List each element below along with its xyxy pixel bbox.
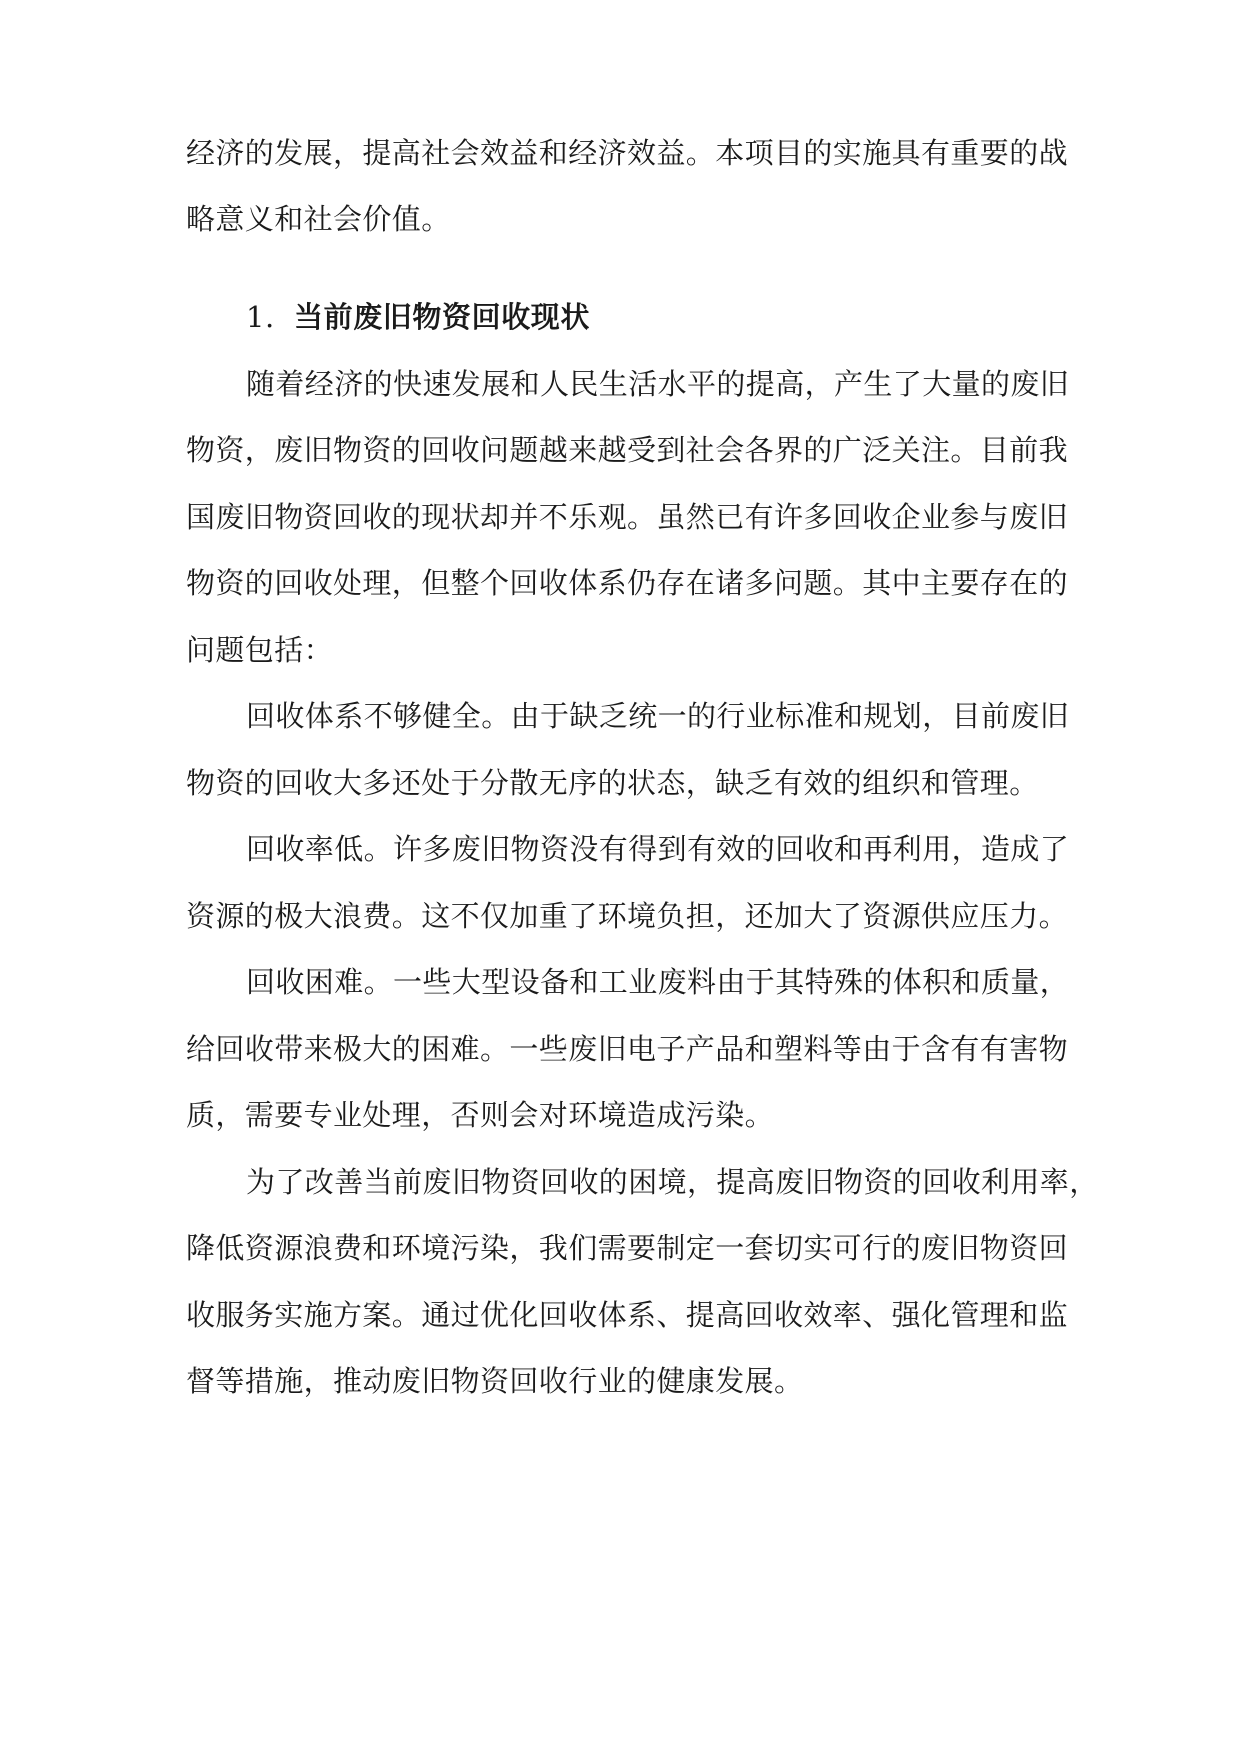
paragraph-1-line-4: 物资的回收处理，但整个回收体系仍存在诸多问题。其中主要存在的: [186, 566, 1069, 600]
section-heading: [246, 297, 1116, 337]
section-title: 当前废旧物资回收现状: [294, 300, 591, 334]
intro-line-2: 略意义和社会价值。: [186, 202, 451, 236]
paragraph-1-line-1: 随着经济的快速发展和人民生活水平的提高，产生了大量的废旧: [246, 367, 1070, 401]
paragraph-3-line-2: 资源的极大浪费。这不仅加重了环境负担，还加大了资源供应压力。: [186, 899, 1069, 933]
section-number: 1.: [246, 300, 275, 334]
paragraph-4-line-3: 质，需要专业处理，否则会对环境造成污染。: [186, 1098, 775, 1132]
paragraph-4-line-1: 回收困难。一些大型设备和工业废料由于其特殊的体积和质量，: [246, 965, 1070, 999]
paragraph-2-line-1: 回收体系不够健全。由于缺乏统一的行业标准和规划，目前废旧: [246, 699, 1070, 733]
paragraph-5-line-3: 收服务实施方案。通过优化回收体系、提高回收效率、强化管理和监: [186, 1298, 1069, 1332]
paragraph-5-line-2: 降低资源浪费和环境污染，我们需要制定一套切实可行的废旧物资回: [186, 1231, 1069, 1265]
paragraph-4-line-2: 给回收带来极大的困难。一些废旧电子产品和塑料等由于含有有害物: [186, 1032, 1069, 1066]
paragraph-2-line-2: 物资的回收大多还处于分散无序的状态，缺乏有效的组织和管理。: [186, 766, 1039, 800]
paragraph-1-line-2: 物资，废旧物资的回收问题越来越受到社会各界的广泛关注。目前我: [186, 433, 1069, 467]
intro-line-1: 经济的发展，提高社会效益和经济效益。本项目的实施具有重要的战: [186, 136, 1069, 170]
paragraph-5-line-1: 为了改善当前废旧物资回收的困境，提高废旧物资的回收利用率，: [246, 1165, 1099, 1199]
paragraph-5-line-4: 督等措施，推动废旧物资回收行业的健康发展。: [186, 1364, 804, 1398]
paragraph-1-line-5: 问题包括：: [186, 633, 334, 667]
paragraph-3-line-1: 回收率低。许多废旧物资没有得到有效的回收和再利用，造成了: [246, 832, 1070, 866]
paragraph-1-line-3: 国废旧物资回收的现状却并不乐观。虽然已有许多回收企业参与废旧: [186, 500, 1069, 534]
